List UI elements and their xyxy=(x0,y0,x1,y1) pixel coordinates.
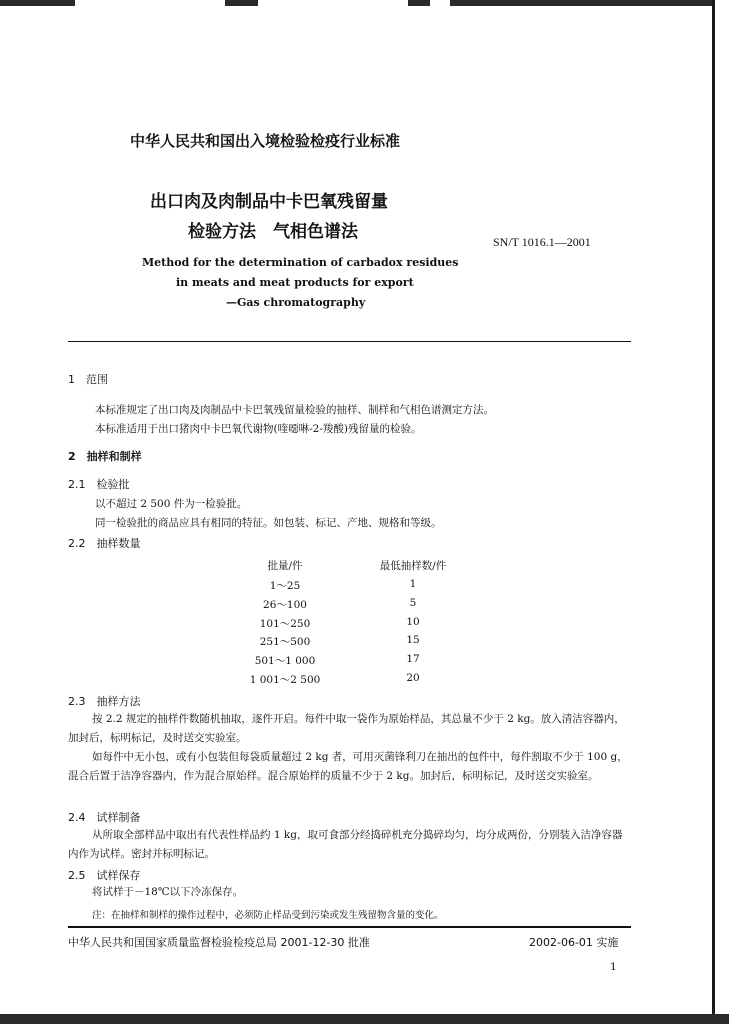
implementation-date: 2002-06-01 实施 xyxy=(529,936,619,949)
section-2-3-paragraph-2: 如每件中无小包，或有小包装但每袋质量超过 2 kg 者，可用灭菌锋利刀在抽出的包件中，每件割取不少于 100 g，混合后置于洁净容器内，作为混合原始样。混合原始样的质量不少于 2 kg。加封后，标明标记，及时送交实验室。 xyxy=(68,751,628,782)
table-cell-samples: 20 xyxy=(406,672,420,684)
section-2-1-heading: 2.1 检验批 xyxy=(68,478,130,491)
table-header-batch: 批量/件 xyxy=(267,560,303,572)
table-cell-samples: 15 xyxy=(406,634,420,646)
title-line-1: 出口肉及肉制品中卡巴氧残留量 xyxy=(150,192,388,212)
table-cell-batch: 1 001～2 500 xyxy=(249,674,321,686)
standard-code: SN/T 1016.1—2001 xyxy=(493,235,591,249)
footer-divider xyxy=(68,926,631,928)
table-cell-batch: 1～25 xyxy=(269,580,301,592)
english-title-line-2: in meats and meat products for export xyxy=(176,276,414,289)
english-title-line-1: Method for the determination of carbadox residues xyxy=(142,256,459,269)
approval-text: 中华人民共和国国家质量监督检验检疫总局 2001-12-30 批准 xyxy=(68,936,370,949)
section-1-heading: 1 范围 xyxy=(68,373,108,386)
scan-right-border xyxy=(712,0,729,1024)
table-cell-samples: 5 xyxy=(409,597,417,609)
industry-standard-heading: 中华人民共和国出入境检验检疫行业标准 xyxy=(130,132,401,150)
header-divider xyxy=(68,341,631,342)
english-title-line-3: —Gas chromatography xyxy=(226,296,366,309)
table-cell-samples: 17 xyxy=(406,653,420,665)
title-line-2: 检验方法 气相色谱法 xyxy=(188,222,358,242)
section-2-1-paragraph-1: 以不超过 2 500 件为一检验批。 xyxy=(95,498,248,510)
section-2-5-paragraph-1: 将试样于－18℃以下冷冻保存。 xyxy=(92,886,244,898)
section-2-3-heading: 2.3 抽样方法 xyxy=(68,695,141,708)
table-cell-samples: 10 xyxy=(406,616,420,628)
section-2-4-heading: 2.4 试样制备 xyxy=(68,811,141,824)
table-cell-batch: 251～500 xyxy=(259,636,311,648)
section-2-4-paragraph-1: 从所取全部样品中取出有代表性样品约 1 kg，取可食部分经捣碎机充分捣碎均匀，均分成两份，分别装入洁净容器内作为试样。密封并标明标记。 xyxy=(68,829,623,860)
section-1-paragraph-1: 本标准规定了出口肉及肉制品中卡巴氧残留量检验的抽样、制样和气相色谱测定方法。 xyxy=(95,404,494,416)
table-cell-batch: 501～1 000 xyxy=(254,655,316,667)
section-2-3-paragraph-1: 按 2.2 规定的抽样件数随机抽取，逐件开启。每件中取一袋作为原始样品，其总量不少于 2 kg。放入清洁容器内，加封后，标明标记，及时送交实验室。 xyxy=(68,713,625,744)
section-2-1-paragraph-2: 同一检验批的商品应具有相同的特征。如包装、标记、产地、规格和等级。 xyxy=(95,517,442,529)
scan-top-border xyxy=(0,0,729,6)
section-2-heading: 2 抽样和制样 xyxy=(68,450,142,463)
table-cell-batch: 26～100 xyxy=(263,599,307,611)
page-number: 1 xyxy=(610,961,617,973)
section-2-5-heading: 2.5 试样保存 xyxy=(68,869,141,882)
table-header-min-samples: 最低抽样数/件 xyxy=(379,560,447,572)
section-2-2-heading: 2.2 抽样数量 xyxy=(68,537,141,550)
table-cell-batch: 101～250 xyxy=(259,618,311,630)
table-cell-samples: 1 xyxy=(409,578,417,590)
note: 注：在抽样和制样的操作过程中，必须防止样品受到污染或发生残留物含量的变化。 xyxy=(92,910,444,921)
scan-bottom-border xyxy=(0,1014,729,1024)
section-1-paragraph-2: 本标准适用于出口猪肉中卡巴氧代谢物(喹噁啉-2-羧酸)残留量的检验。 xyxy=(95,423,422,435)
